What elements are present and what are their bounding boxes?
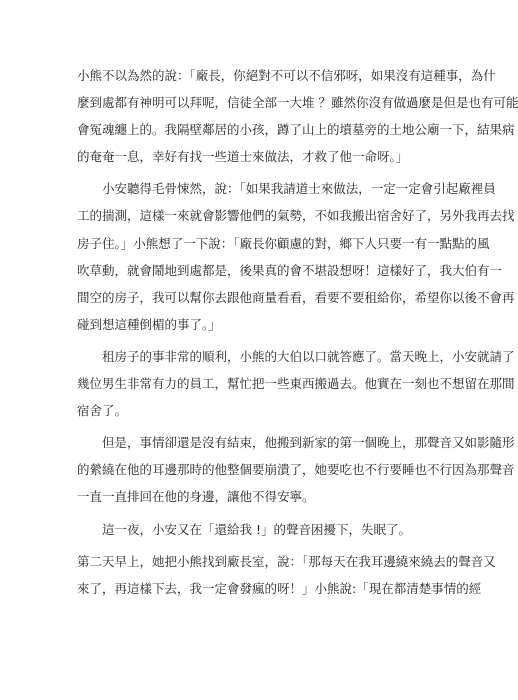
text-line: 但是，事情卻還是沒有結束，他搬到新家的第一個晚上，那聲音又如影隨形 bbox=[102, 435, 515, 451]
text-line: 會冤魂纏上的。我隔壁鄰居的小孩，蹲了山上的墳墓旁的土地公廟一下，結果病 bbox=[77, 122, 515, 138]
text-line: 吹草動，就會鬧地到處都是，後果真的會不堪設想呀！這樣好了，我大伯有一 bbox=[77, 262, 503, 278]
paragraph-6 bbox=[77, 548, 496, 602]
text-line: 工的揣測，這樣一來就會影響他們的氣勢，不如我搬出宿舍好了，另外我再去找 bbox=[77, 208, 515, 224]
text-line: 小安聽得毛骨悚然，說：「如果我請道士來做法，一定一定會引起廠裡員 bbox=[102, 181, 496, 197]
text-line: 幾位男生非常有力的員工，幫忙把一些東西搬過去。他實在一刻也不想留在那間 bbox=[77, 376, 515, 392]
paragraph-1 bbox=[77, 62, 518, 170]
paragraph-4 bbox=[77, 429, 515, 510]
text-line: 租房子的事非常的順利，小熊的大伯以口就答應了。當天晚上，小安就請了 bbox=[102, 348, 515, 364]
text-line: 房子住。」小熊想了一下說：「廠長你顧慮的對，鄉下人只要一有一點點的風 bbox=[77, 235, 490, 251]
text-line: 第二天早上，她把小熊找到廠長室，說：「那每天在我耳邊繞來繞去的聲音又 bbox=[77, 553, 496, 569]
text-line: 麼到處都有神明可以拜呢，信徒全部一大堆 ？雖然你沒有做過麼是但是也有可能 bbox=[77, 95, 518, 111]
story-text bbox=[77, 62, 518, 602]
text-line: 的縈繞在他的耳邊那時的他整個要崩潰了，她要吃也不行要睡也不行因為那聲音 bbox=[77, 462, 515, 478]
paragraph-2 bbox=[77, 175, 515, 338]
text-line: 一直一直排回在他的身邊，讓他不得安寧。 bbox=[77, 489, 315, 505]
text-line: 間空的房子，我可以幫你去跟他商量看看，看要不要租給你，希望你以後不會再 bbox=[77, 289, 515, 305]
paragraph-3 bbox=[77, 343, 515, 424]
text-line: 的奄奄一息，幸好有找一些道士來做法，才救了他一命呀。」 bbox=[77, 149, 409, 165]
text-line: 這一夜，小安又在「還給我 !」的聲音困擾下，失眠了。 bbox=[102, 521, 411, 537]
text-line: 宿舍了。 bbox=[77, 403, 128, 419]
paragraph-5 bbox=[77, 516, 422, 543]
text-line: 來了，再這樣下去，我一定會發瘋的呀！」小熊說:「現在都清楚事情的經 bbox=[77, 580, 482, 596]
text-line: 碰到想這種倒楣的事了。」 bbox=[77, 316, 221, 332]
text-line: 小熊不以為然的說：「廠長，你絕對不可以不信邪呀，如果沒有這種事，為什 bbox=[77, 68, 496, 83]
